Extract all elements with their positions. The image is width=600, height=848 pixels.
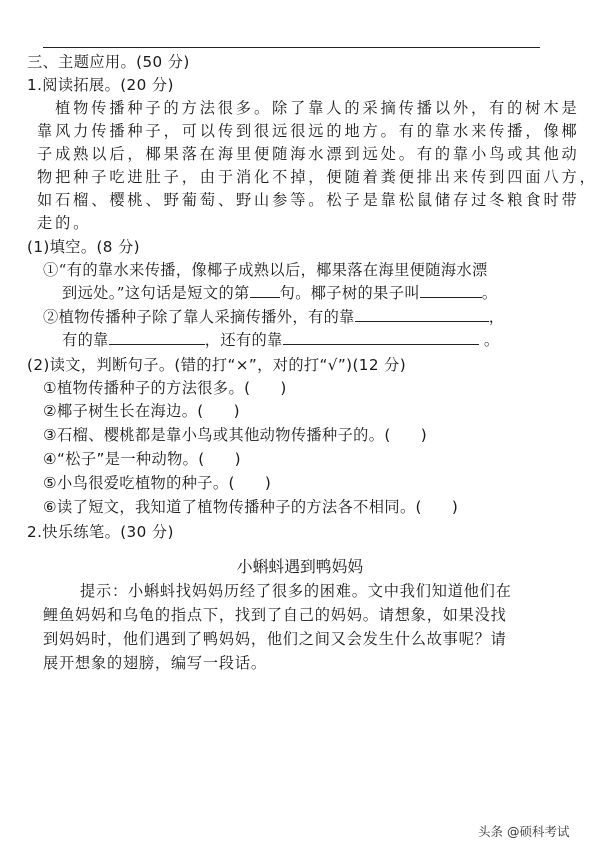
judge-item-text: ①植物传播种子的方法很多。(	[43, 379, 251, 397]
fill-item-2-line1	[43, 307, 504, 327]
q1-title: 1.阅读拓展。(20 分)	[27, 76, 174, 94]
prompt-line: 展开想象的翅膀，编写一段话。	[43, 654, 267, 672]
fill-item-2-text-b: ，	[488, 308, 505, 326]
judge-item-2	[43, 401, 240, 421]
judge-item-text: ⑤小鸟很爱吃植物的种子。(	[43, 474, 235, 492]
fill-item-2-text-e: 。	[478, 331, 500, 349]
watermark: 头条 @硕科考试	[478, 824, 570, 839]
sentence-number-blank[interactable]	[250, 283, 280, 298]
fill-item-2-text-a: ②植物传播种子除了靠人采摘传播外，有的靠	[43, 308, 355, 326]
coconut-fruit-name-blank[interactable]	[420, 283, 482, 298]
passage-line: 靠风力传播种子，可以传到很远很远的地方。有的靠水来传播，像椰	[37, 122, 580, 140]
fill-item-1-text-c: 。	[481, 284, 498, 302]
close-paren: )	[233, 402, 240, 420]
passage-line: 如石榴、樱桃、野葡萄、野山参等。松子是靠松鼠储存过冬粮食时带	[37, 191, 580, 209]
close-paren: )	[451, 498, 459, 516]
prompt-line: 到妈妈时，他们遇到了鸭妈妈，他们之间又会发生什么故事呢？请	[43, 630, 507, 648]
judge-item-text: ⑥读了短文，我知道了植物传播种子的方法各不相同。(	[43, 498, 422, 516]
fill-item-1-line2	[62, 283, 498, 303]
close-paren: )	[420, 426, 428, 444]
close-paren: )	[234, 450, 241, 468]
judge-item-3	[43, 425, 427, 445]
fill-item-1-line1: ①“有的靠水来传播，像椰子成熟以后，椰果落在海里便随海水漂	[43, 261, 488, 279]
judge-item-text: ②椰子树生长在海边。(	[43, 402, 204, 420]
judge-item-4	[43, 449, 241, 469]
q2-title: 2.快乐练笔。(30 分)	[27, 523, 174, 541]
fill-item-2-text-d: ，还有的靠	[204, 331, 283, 349]
dispersal-method-blank-3[interactable]	[283, 330, 479, 345]
close-paren: )	[280, 379, 287, 397]
judge-item-5	[43, 473, 271, 493]
fill-item-2-line2	[62, 330, 500, 350]
fill-item-2-text-c: 有的靠	[62, 331, 109, 349]
passage-line: 走的。	[37, 214, 92, 232]
essay-title: 小蝌蚪遇到鸭妈妈	[236, 557, 364, 576]
part1-title: (1)填空。(8 分)	[27, 238, 141, 256]
judge-item-6	[43, 497, 458, 517]
prompt-line: 鲤鱼妈妈和乌龟的指点下，找到了自己的妈妈。请想象，如果没找	[43, 606, 507, 624]
prompt-line: 提示：小蝌蚪找妈妈历经了很多的困难。文中我们知道他们在	[80, 582, 512, 600]
passage-line: 子成熟以后，椰果落在海里便随海水漂到远处。有的靠小鸟或其他动	[37, 145, 580, 163]
top-divider	[43, 47, 540, 48]
section-title: 三、主题应用。(50 分)	[27, 53, 190, 71]
dispersal-method-blank-1[interactable]	[355, 307, 489, 322]
part2-title: (2)读文，判断句子。(错的打“×”，对的打“√”)(12 分)	[27, 356, 407, 374]
passage-line: 物把种子吃进肚子，由于消化不掉，便随着粪便排出来传到四面八方，	[37, 168, 598, 186]
judge-item-1	[43, 378, 287, 398]
judge-item-text: ③石榴、樱桃都是靠小鸟或其他动物传播种子的。(	[43, 426, 391, 444]
fill-item-1-text-a: 到远处。”这句话是短文的第	[62, 284, 250, 302]
dispersal-method-blank-2[interactable]	[109, 330, 205, 345]
close-paren: )	[264, 474, 272, 492]
fill-item-1-text-b: 句。椰子树的果子叫	[279, 284, 420, 302]
judge-item-text: ④“松子”是一种动物。(	[43, 450, 205, 468]
passage-line: 植物传播种子的方法很多。除了靠人的采摘传播以外，有的树木是	[55, 99, 580, 117]
